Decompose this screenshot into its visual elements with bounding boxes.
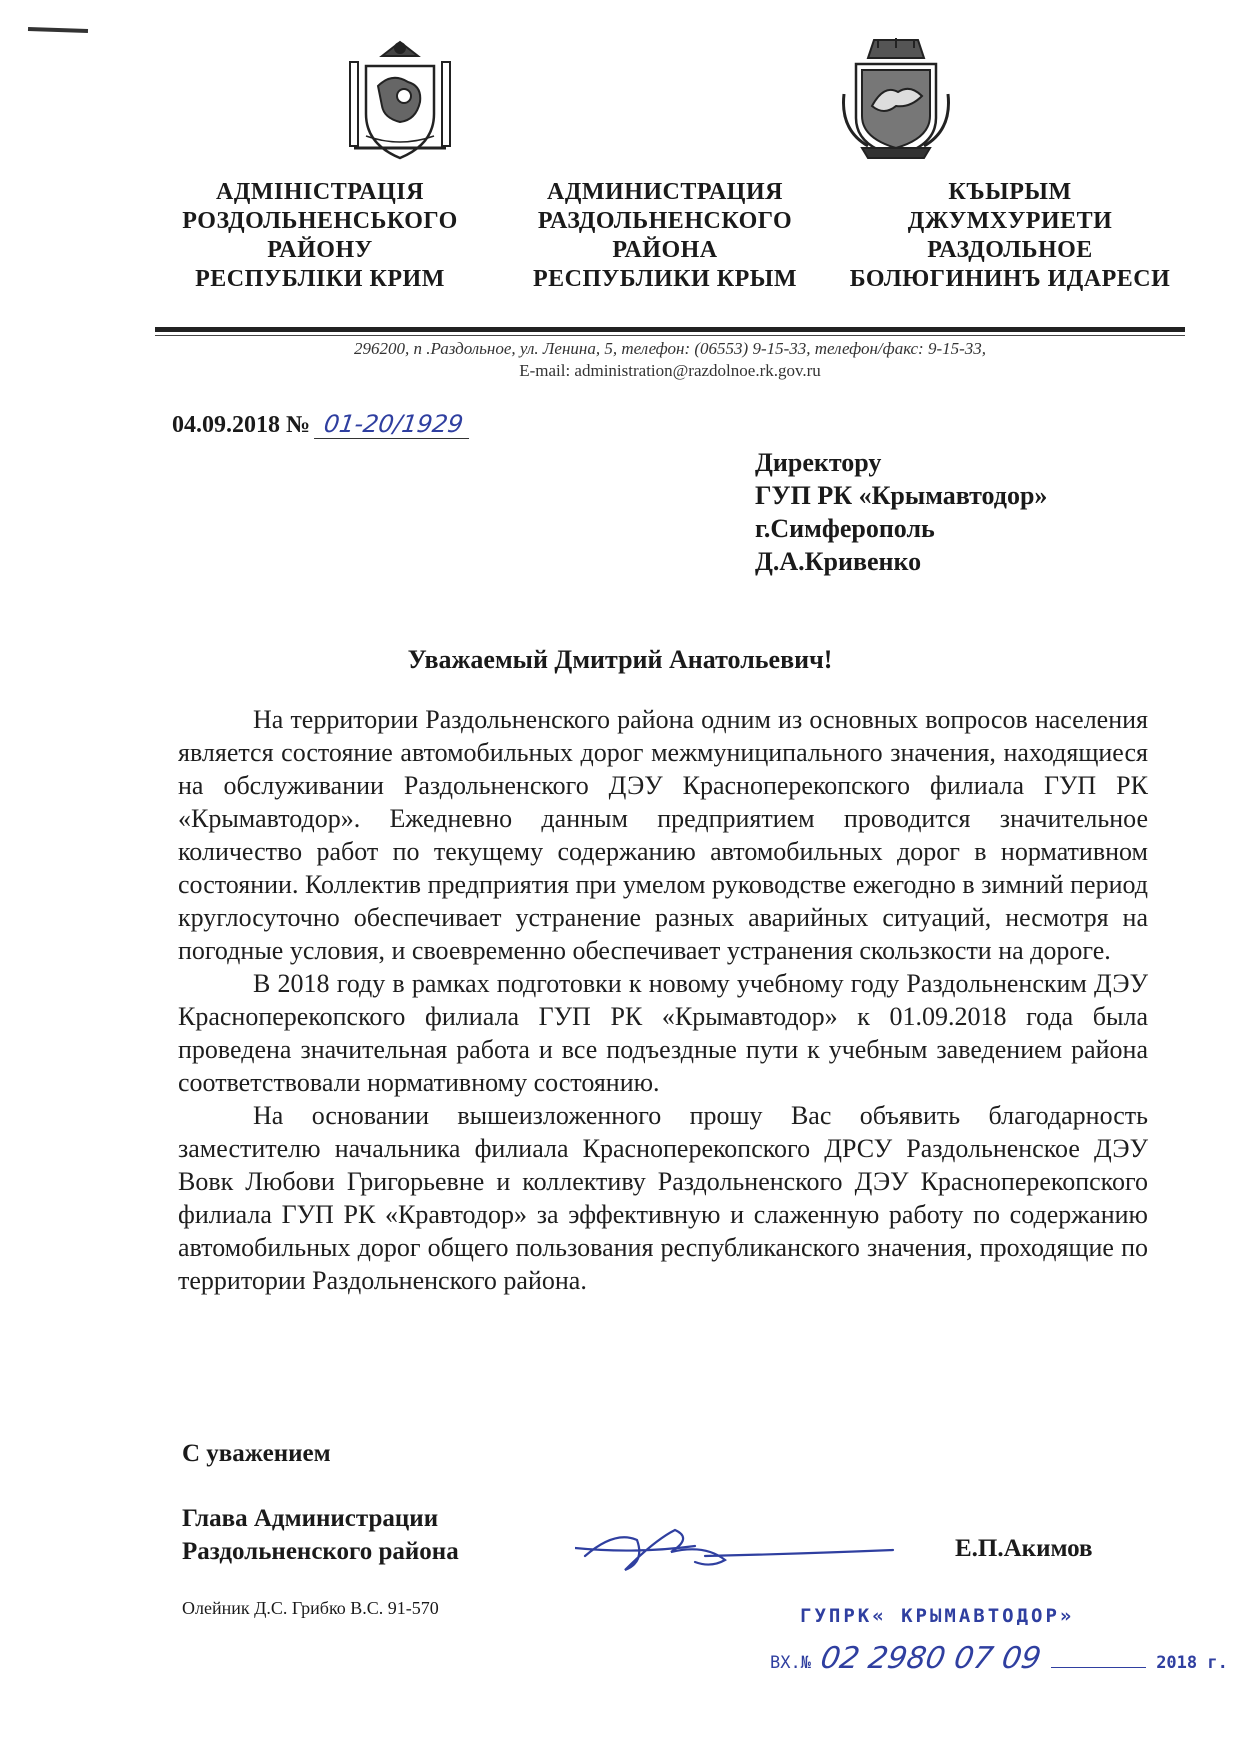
stamp-reg-value: 02 2980 07 09 — [818, 1641, 1044, 1676]
header-line: РОЗДОЛЬНЕНСЬКОГО — [182, 208, 458, 234]
header-divider-thin — [155, 335, 1185, 336]
stamp-blank-line — [1051, 1667, 1146, 1668]
header-line: РАЗДОЛЬНЕНСКОГО — [537, 208, 793, 234]
closing-phrase: С уважением — [182, 1440, 331, 1467]
contact-address — [155, 338, 1185, 382]
executors-note: Олейник Д.С. Грибко В.С. 91-570 — [182, 1598, 439, 1618]
registration-line — [172, 410, 471, 439]
signer-name: Е.П.Акимов — [955, 1535, 1093, 1562]
handwritten-signature — [575, 1510, 895, 1590]
handwritten-registration-number: 01-20/1929 — [314, 410, 473, 439]
crimea-coat-of-arms-icon — [346, 36, 454, 166]
letter-body — [178, 703, 1148, 1297]
signer-title-line: Глава Администрации — [182, 1505, 439, 1532]
salutation: Уважаемый Дмитрий Анатольевич! — [407, 645, 833, 674]
header-line: БОЛЮГИНИНЪ ИДАРЕСИ — [849, 266, 1171, 292]
header-line: ДЖУМХУРИЕТИ — [907, 208, 1113, 234]
scan-artifact — [28, 27, 88, 33]
letter-date: 04.09.2018 — [172, 412, 280, 438]
header-line: РЕСПУБЛИКИ КРЫМ — [533, 266, 797, 292]
incoming-registration-stamp — [770, 1605, 1228, 1705]
addressee-line: Д.А.Кривенко — [755, 547, 922, 576]
addressee-line: г.Симферополь — [755, 514, 935, 543]
header-russian — [520, 178, 810, 294]
stamp-registration — [770, 1641, 1228, 1676]
body-paragraph: В 2018 году в рамках подготовки к новому учебному году Раздольненским ДЭУ Красноперекопского филиала ГУП РК «Крымавтодор» к 01.09.2018 года была проведена значительная работа и все подъездные пути к учебным заведением района соответствовали нормативному состоянию. — [178, 969, 1148, 1097]
header-line: РЕСПУБЛІКИ КРИМ — [195, 266, 445, 292]
stamp-reg-label: ВХ.№ — [770, 1653, 811, 1673]
addressee-block — [755, 446, 1047, 578]
header-line: АДМИНИСТРАЦИЯ — [547, 179, 783, 205]
addressee-line: ГУП РК «Крымавтодор» — [755, 481, 1048, 510]
header-line: РАЙОНА — [612, 237, 718, 263]
email-line: E-mail: administration@razdolnoe.rk.gov.ru — [519, 361, 821, 380]
signer-title — [182, 1502, 459, 1568]
addressee-line: Директору — [755, 448, 882, 477]
header-crimean-tatar — [840, 178, 1180, 294]
header-line: РАЗДОЛЬНОЕ — [927, 237, 1093, 263]
header-ukrainian — [170, 178, 470, 294]
header-line: КЪЫРЫМ — [948, 179, 1072, 205]
header-line: АДМІНІСТРАЦІЯ — [216, 179, 424, 205]
header-divider — [155, 327, 1185, 332]
razdolnoe-district-coat-of-arms-icon — [838, 34, 954, 162]
header-line: РАЙОНУ — [267, 237, 373, 263]
address-line: 296200, п .Раздольное, ул. Ленина, 5, телефон: (06553) 9-15-33, телефон/факс: 9-15-33, — [353, 339, 987, 358]
number-sign: № — [286, 412, 311, 438]
body-paragraph: На территории Раздольненского района одним из основных вопросов населения является состояние автомобильных дорог межмуниципального значения, находящиеся на обслуживании Раздольненского ДЭУ Красноперекопского филиала ГУП РК «Крымавтодор». Ежедневно данным предприятием проводится значительное количество работ по текущему содержанию автомобильных дорог в нормативном состоянии. Коллектив предприятия при умелом руководстве ежегодно в зимний период круглосуточно обеспечивает устранение разных аварийных ситуаций, несмотря на погодные условия, и своевременно обеспечивает устранения скользкости на дороге. — [178, 705, 1148, 965]
stamp-year: 2018 г. — [1156, 1653, 1228, 1673]
stamp-organization: ГУПРК« КРЫМАВТОДОР» — [800, 1605, 1075, 1627]
signer-title-line: Раздольненского района — [182, 1538, 459, 1565]
body-paragraph: На основании вышеизложенного прошу Вас объявить благодарность заместителю начальника филиала Красноперекопского ДРСУ Раздольненское ДЭУ Вовк Любови Григорьевне и коллективу Раздольненского ДЭУ Красноперекопского филиала ГУП РК «Кравтодор» за эффективную и слаженную работу по содержанию автомобильных дорог общего пользования республиканского значения, проходящие по территории Раздольненского района. — [178, 1101, 1148, 1295]
